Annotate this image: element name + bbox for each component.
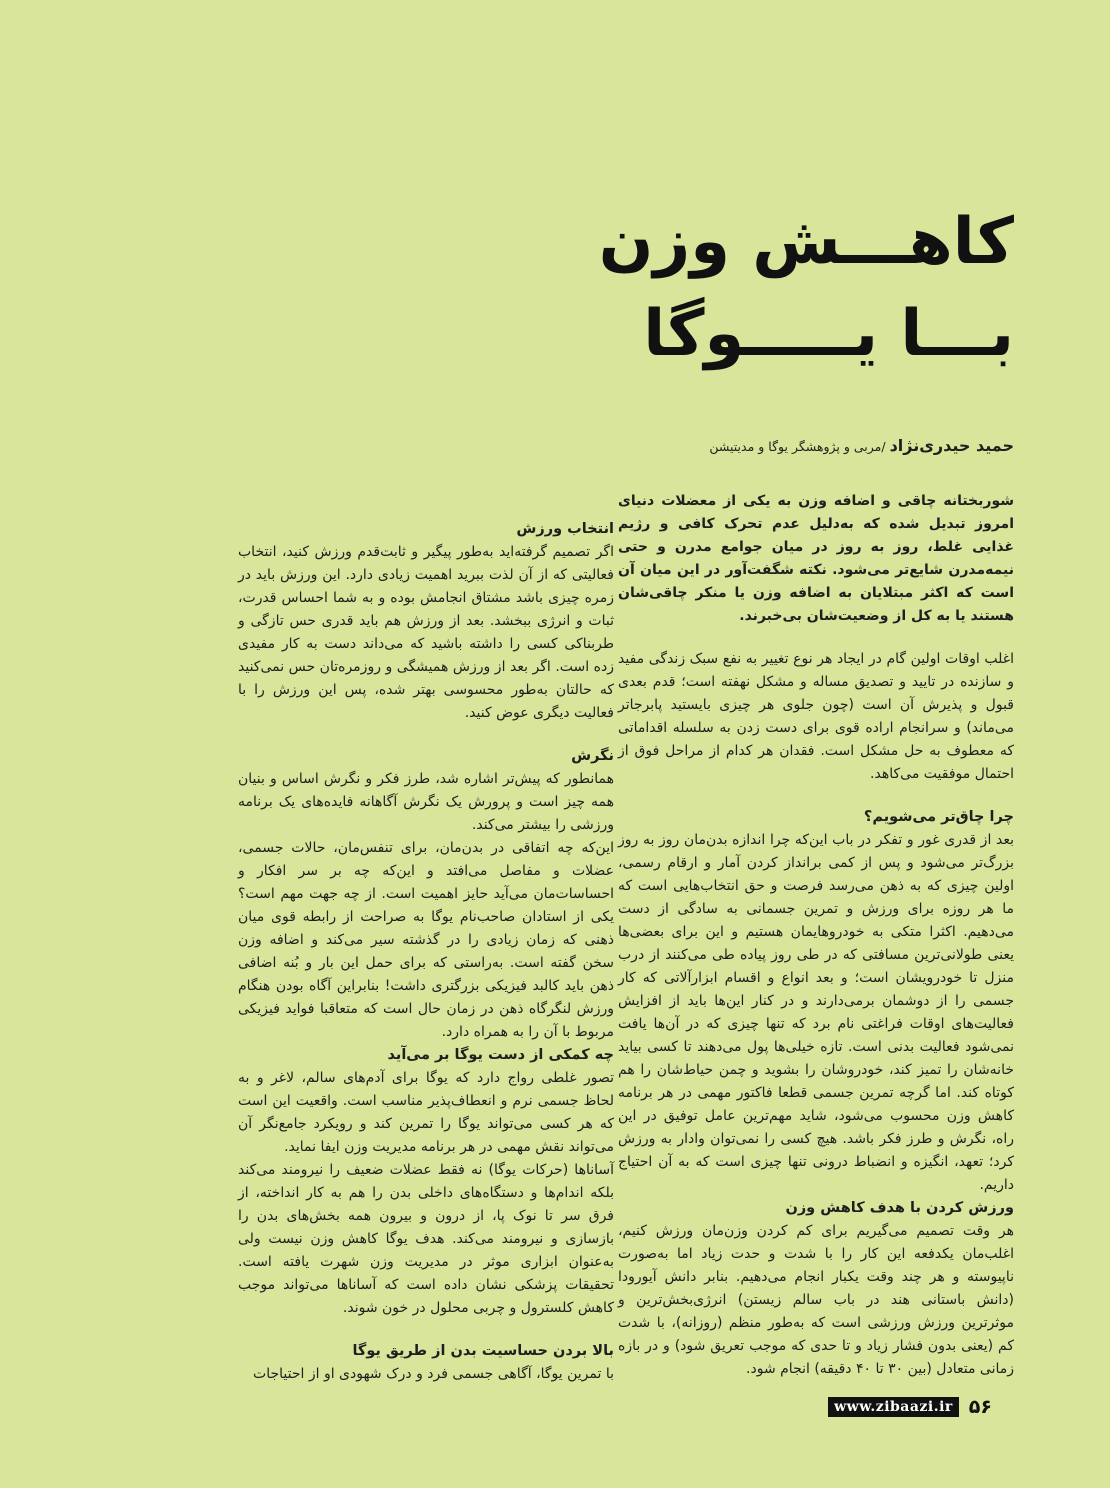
article-title	[594, 196, 1014, 380]
author-role: /مربی و پژوهشگر یوگا و مدیتیشن	[709, 439, 890, 454]
byline	[414, 436, 1014, 455]
section-heading: نگرش	[571, 748, 614, 764]
paragraph: اگر تصمیم گرفته‌اید به‌طور پیگیر و ثابت‌قدم ورزش کنید، انتخاب فعالیتی که از آن لذت ببرید اهمیت زیادی دارد. این ورزش باید در زمره چیزی باشد مشتاق انجامش بوده و به شما احساس قدرت، ثبات و انرژی ببخشد. بعد از ورزش هم باید قدری حس تازگی و طربناکی کسی را داشته باشید که می‌داند دست به کار مفیدی زده است. اگر بعد از ورزش همیشگی و روزمره‌تان حس نمی‌کنید که حالتان به‌طور محسوسی بهتر شده، پس این ورزش را با فعالیت دیگری عوض کنید.	[238, 544, 614, 721]
section-heading: ورزش کردن با هدف کاهش وزن	[785, 1200, 1014, 1216]
paragraph: آساناها (حرکات یوگا) نه فقط عضلات ضعیف را نیرومند می‌کند بلکه اندام‌ها و دستگاه‌های داخلی بدن را هم به کار انداخته، از فرق سر تا نوک پا، از درون و بیرون همه بخش‌های بدن را بازسازی و نیرومند می‌کند. هدف یوگا کاهش وزن نیست ولی به‌عنوان ابزاری موثر در مدیریت وزن شهرت یافته است. تحقیقات پزشکی نشان داده است که آساناها می‌تواند موجب کاهش کلسترول و چربی محلول در خون شوند.	[238, 1162, 614, 1316]
title-line-1: کاهـــش وزن	[598, 205, 1014, 279]
paragraph: همانطور که پیش‌تر اشاره شد، طرز فکر و نگرش اساس و بنیان همه چیز است و پرورش یک نگرش آگاهانه فایده‌های یک برنامه ورزشی را بیشتر می‌کند.	[238, 771, 614, 833]
website-url: www.zibaazi.ir	[828, 1397, 959, 1417]
title-line-2: بـــا یـــــوگا	[643, 297, 1014, 371]
paragraph: اغلب اوقات اولین گام در ایجاد هر نوع تغییر به نفع سبک زندگی مفید و سازنده در تایید و تصدیق مساله و مشکل نهفته است؛ قدم بعدی قبول و پذیرش آن است (چون جلوی هر چیزی بایستید پابرجاتر می‌ماند) و سرانجام اراده قوی برای دست زدن به سلسله اقداماتی که معطوف به حل مشکل است. فقدان هر کدام از مراحل فوق از احتمال موفقیت می‌کاهد.	[618, 651, 1014, 782]
section-heading: بالا بردن حساسیت بدن از طریق یوگا	[352, 1343, 614, 1359]
paragraph: هر وقت تصمیم می‌گیریم برای کم کردن وزن‌مان ورزش کنیم، اغلب‌مان یکدفعه این کار را با شدت و حدت زیاد اما به‌صورت ناپیوسته و هر چند وقت یکبار انجام می‌دهیم. بنابر دانش آیورودا (دانش باستانی هند در باب سالم زیستن) انرژی‌بخش‌ترین و موثرترین ورزش ورزشی است که به‌طور منظم (روزانه)، با شدت کم (یعنی بدون فشار زیاد و تا حدی که موجب تعریق شود) و در بازه زمانی متعادل (بین ۳۰ تا ۴۰ دقیقه) انجام شود.	[618, 1223, 1014, 1377]
section-heading: چه کمکی از دست یوگا بر می‌آید	[387, 1047, 614, 1063]
lead-paragraph: شوربختانه چاقی و اضافه وزن به یکی از معضلات دنیای امروز تبدیل شده که به‌دلیل عدم تحرک کافی و رژیم غذایی غلط، روز به روز در میان جوامع مدرن و حتی نیمه‌مدرن شایع‌تر می‌شود. نکته شگفت‌آور در این میان آن است که اکثر مبتلایان به اضافه وزن یا منکر چاقی‌شان هستند یا به کل از وضعیت‌شان بی‌خبرند.	[618, 493, 1014, 624]
paragraph: با تمرین یوگا، آگاهی جسمی فرد و درک شهودی او از احتیاجات	[253, 1366, 614, 1382]
right-column	[618, 490, 1014, 1381]
section-heading: انتخاب ورزش	[516, 521, 614, 537]
paragraph: بعد از قدری غور و تفکر در باب این‌که چرا اندازه بدن‌مان روز به روز بزرگ‌تر می‌شود و پس از کمی برانداز کردن آمار و ارقام رسمی، اولین چیزی که به ذهن می‌رسد فرصت و حق انتخاب‌هایی است که ما هر روزه برای ورزش و تمرین جسمانی به سادگی از دست می‌دهیم. اکثرا متکی به خودروهایمان هستیم و این برای بعضی‌ها یعنی طولانی‌ترین مسافتی که در طی روز پیاده طی می‌کنند از درب منزل تا خودرویشان است؛ و بعد انواع و اقسام ابزارآلاتی که کار جسمی را از دوشمان برمی‌دارند و در کنار این‌ها باید از افزایش فعالیت‌های اوقات فراغتی نام برد که تنها چیزی که در آن‌ها یافت نمی‌شود فعالیت بدنی است. تازه خیلی‌ها پول می‌دهند تا کسی بیاید خانه‌شان را تمیز کند، خودروشان را بشوید و چمن حیاط‌شان را هم کوتاه کند. اما گرچه تمرین جسمی قطعا فاکتور مهمی در هر برنامه کاهش وزن محسوب می‌شود، شاید مهم‌ترین عامل توفیق در این راه، نگرش و طرز فکر باشد. هیچ کسی را نمی‌توان وادار به ورزش کرد؛ تعهد، انگیزه و انضباط درونی تنها چیزی است که به آن احتیاج داریم.	[618, 832, 1014, 1193]
paragraph: این‌که چه اتفاقی در بدن‌مان، برای تنفس‌مان، حالات جسمی، عضلات و مفاصل می‌افتد و این‌که چه بر سر افکار و احساسات‌مان می‌آید حایز اهمیت است. از چه جهت مهم است؟ یکی از استادان صاحب‌نام یوگا به صراحت از رابطه قوی میان ذهنی که زمان زیادی را در گذشته سیر می‌کند و اضافه وزن سخن گفته است. به‌راستی که برای حمل این بار و بُنه اضافی ذهن باید کالبد فیزیکی بزرگتری داشت! بنابراین آگاه بودن هنگام ورزش لنگرگاه ذهن در زمان حال است که متعاقبا فواید فیزیکی مربوط با آن را به همراه دارد.	[238, 840, 614, 1040]
author-name: حمید حیدری‌نژاد	[889, 436, 1014, 455]
section-heading: چرا چاق‌تر می‌شویم؟	[863, 809, 1014, 825]
page-number: ۵۶	[968, 1396, 992, 1418]
paragraph: تصور غلطی رواج دارد که یوگا برای آدم‌های سالم، لاغر و به لحاظ جسمی نرم و انعطاف‌پذیر مناسب است. واقعیت این است که هر کسی می‌تواند یوگا را تمرین کند و رویکرد جامع‌نگر آن می‌تواند نقش مهمی در هر برنامه مدیریت وزن ایفا نماید.	[238, 1070, 614, 1155]
left-column	[238, 518, 614, 1386]
page-footer	[828, 1396, 992, 1418]
